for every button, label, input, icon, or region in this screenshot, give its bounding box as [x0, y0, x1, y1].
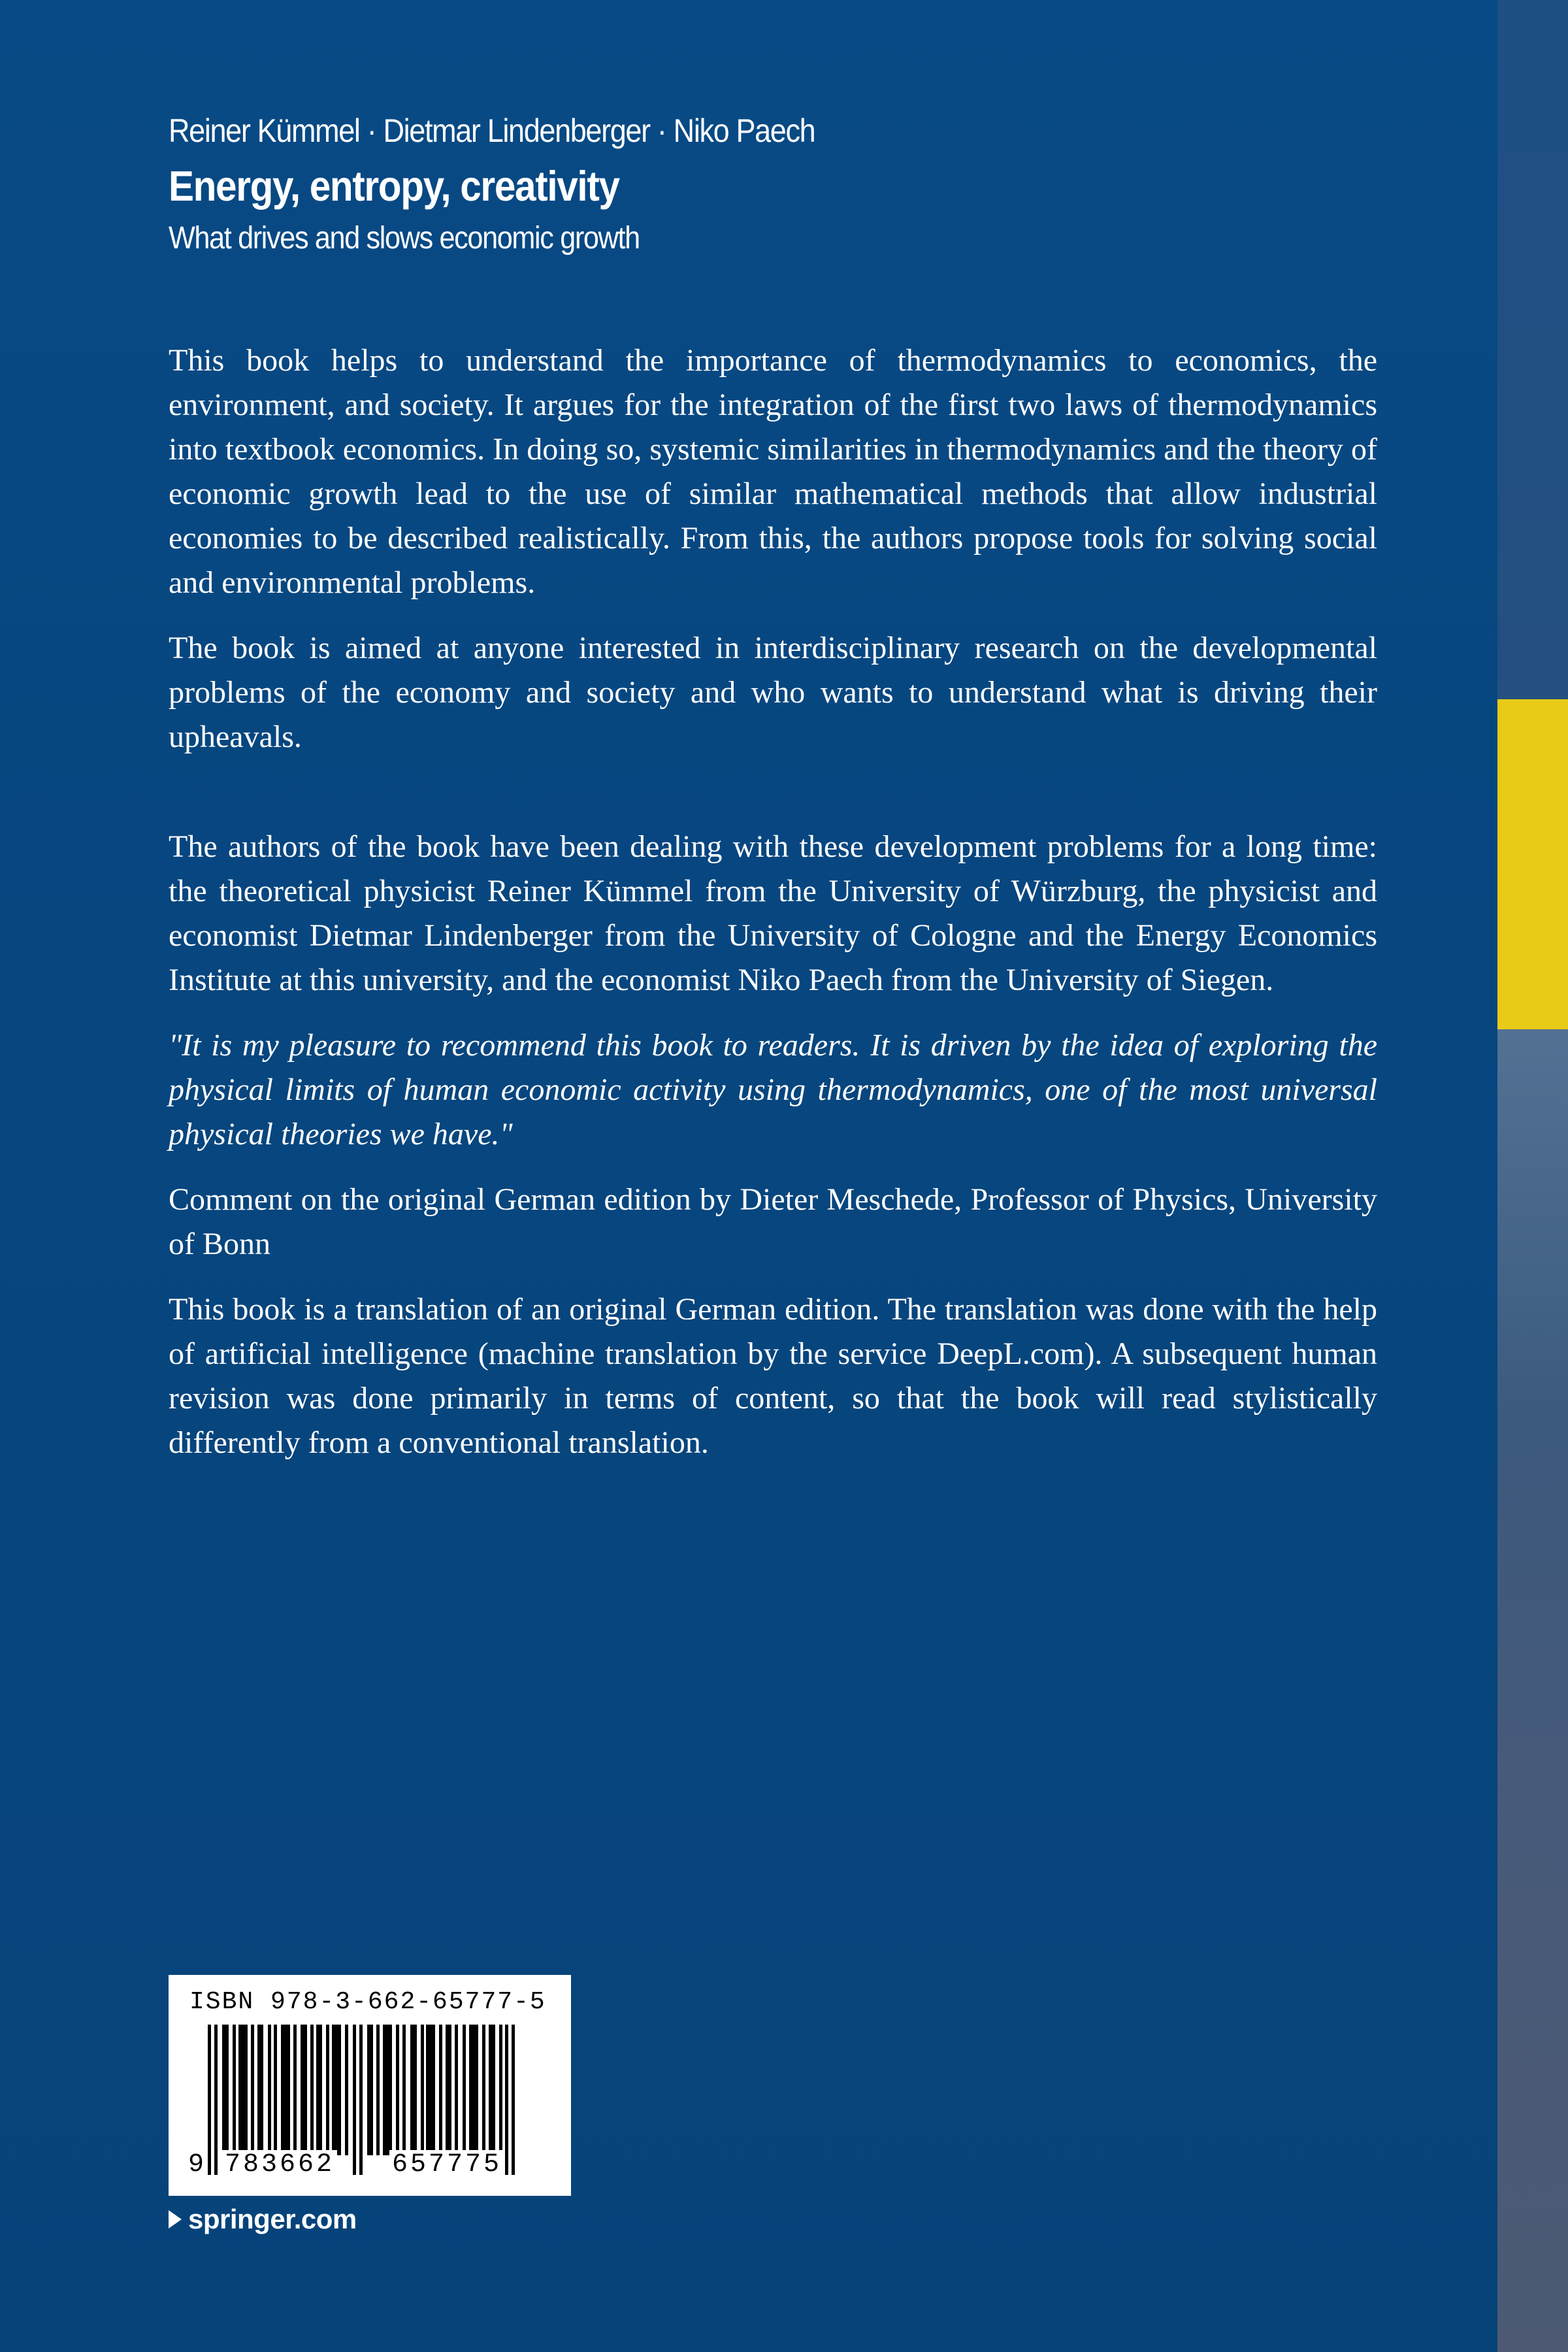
spine-yellow-band	[1497, 699, 1568, 1029]
isbn-barcode-box	[169, 1975, 571, 2196]
book-subtitle: What drives and slows economic growth	[169, 221, 640, 256]
isbn-label: ISBN 978-3-662-65777-5	[189, 1988, 546, 2016]
blurb-paragraph: The book is aimed at anyone interested in interdisciplinary research on the developmental problems of the economy and society and who wants to understand what is driving their upheavals.	[169, 631, 1377, 754]
translation-note: This book is a translation of an original German edition. The translation was done with the help of artificial intelligence (machine translation by the service DeepL.com). A subsequent human revision was done primarily in terms of content, so that the book will read stylistically differently from a conventional translation.	[169, 1292, 1377, 1460]
authors-paragraph: The authors of the book have been dealing with these development problems for a long time: the theoretical physicist Reiner Kümmel from the University of Würzburg, the physicist and economist Dietmar Lindenberger from the University of Cologne and the Energy Economics Institute at this university, and the economist Niko Paech from the University of Siegen.	[169, 829, 1377, 997]
ean-right-digits: 657775	[389, 2150, 504, 2179]
publisher-link[interactable]	[169, 2204, 357, 2235]
endorsement-quote: "It is my pleasure to recommend this book to readers. It is driven by the idea of exploring the physical limits of human economic activity using thermodynamics, one of the most universal physical theories we have."	[169, 1028, 1377, 1151]
blurb	[169, 339, 1377, 1486]
endorsement-attribution: Comment on the original German edition by Dieter Meschede, Professor of Physics, University of Bonn	[169, 1182, 1377, 1261]
ean-left-digits: 783662	[222, 2150, 337, 2179]
ean-lead-digit: 9	[188, 2150, 204, 2179]
blurb-paragraph: This book helps to understand the importance of thermodynamics to economics, the environment, and society. It argues for the integration of the first two laws of thermodynamics into textbook economics. In doing so, systemic similarities in thermodynamics and the theory of economic growth lead to the use of similar mathematical methods that allow industrial economies to be described realistically. From this, the authors propose tools for solving social and environmental problems.	[169, 343, 1377, 600]
book-header	[169, 105, 1410, 261]
authors: Reiner Kümmel · Dietmar Lindenberger · Niko Paech	[169, 112, 815, 149]
publisher-url: springer.com	[188, 2204, 357, 2234]
arrow-right-icon	[169, 2210, 182, 2228]
spine-photo-edge	[1497, 1029, 1568, 2352]
book-title: Energy, entropy, creativity	[169, 162, 619, 210]
